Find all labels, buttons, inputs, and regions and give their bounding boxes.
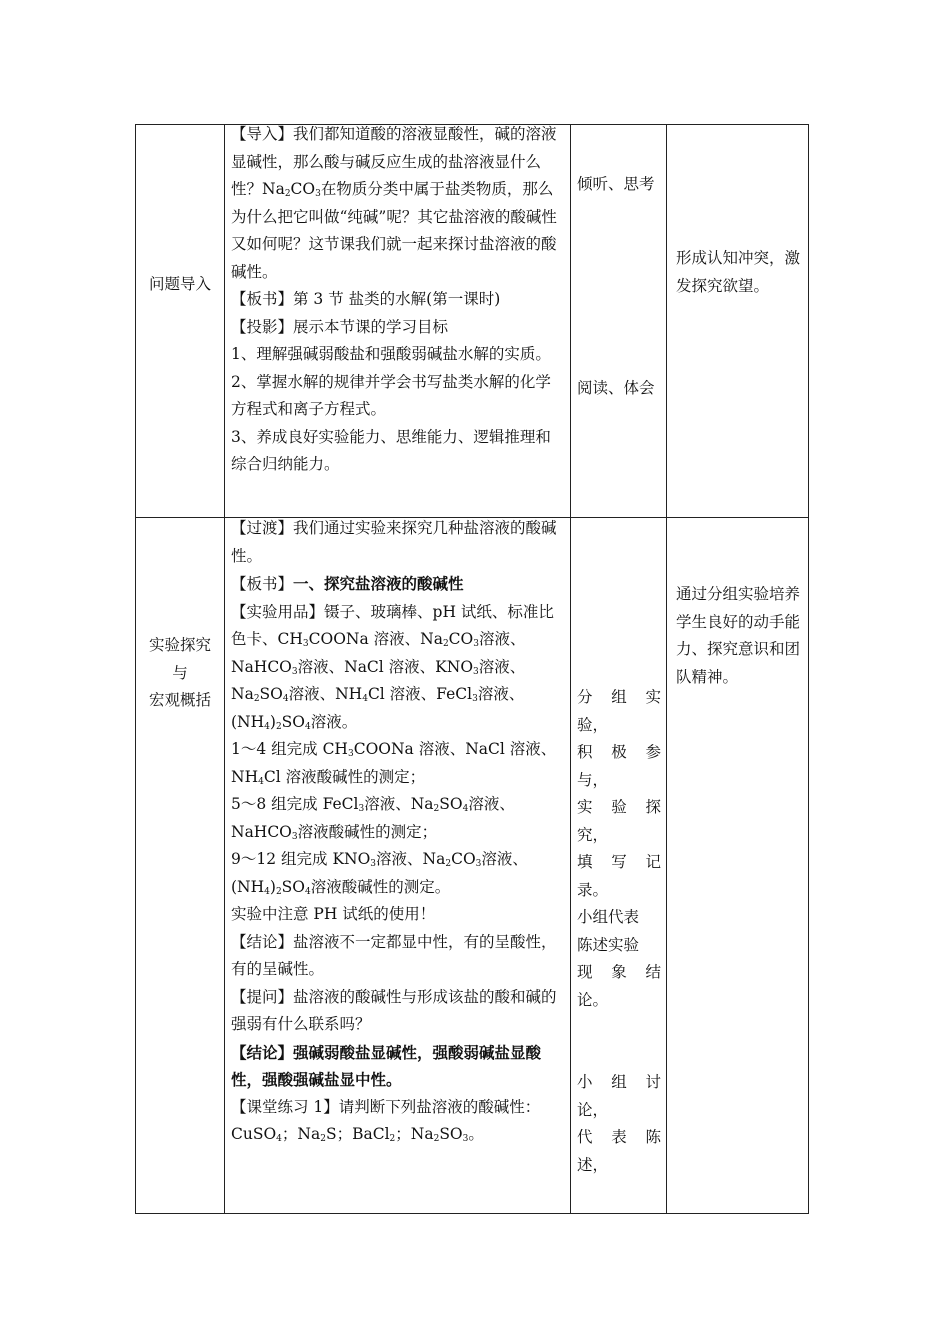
group-2-task: 5～8 组完成 FeCl$_3$溶液、$Na_2SO_4$溶液、NaHCO$_3$溶液酸碱性的测定； <box>231 795 515 842</box>
question-line: 【提问】盐溶液的酸碱性与形成该盐的酸和碱的强弱有什么联系吗？ <box>231 987 557 1033</box>
table-row-experiment <box>136 518 808 1213</box>
student-activity-cell: 分组实 验， 积极参 与， 实验探 究， 填写记 录。 小组代表 陈述实验 现象结 论。 小组讨 论， 代表陈 述， <box>577 688 661 1174</box>
stage-cell: 问题导入 <box>148 275 211 293</box>
conclusion-1: 【结论】盐溶液不一定都显中性，有的呈酸性，有的呈碱性。 <box>231 932 557 978</box>
design-intent-cell: 通过分组实验培养学生良好的动手能力、探究意识和团队精神。 <box>676 585 801 686</box>
goal-2: 2、掌握水解的规律并学会书写盐类水解的化学方程式和离子方程式。 <box>231 372 551 418</box>
lesson-plan-table <box>135 124 809 1214</box>
teacher-activity-cell <box>231 515 564 1149</box>
transition-line: 【过渡】我们通过实验来探究几种盐溶液的酸碱性。 <box>231 519 557 565</box>
exercise-1: 【课堂练习 1】请判断下列盐溶液的酸碱性： <box>231 1097 541 1116</box>
salts-list: CuSO$_4$；$Na_2S$；BaCl$_2$；$Na_2SO_3$。 <box>231 1125 484 1144</box>
supplies-paragraph: 【实验用品】镊子、玻璃棒、pH 试纸、标准比色卡、$CH_3COONa$ 溶液、$Na_2CO_3$溶液、NaHCO$_3$溶液、NaCl 溶液、$KNO_3$溶液、$Na_2SO_4$溶液、$NH_4Cl$ 溶液、FeCl$_3$溶液、$(NH_4)_2SO_4$溶液。 <box>231 602 554 732</box>
board-line: 【板书】第 3 节 盐类的水解(第一课时) <box>231 290 501 308</box>
design-intent-cell: 形成认知冲突，激发探究欲望。 <box>676 249 801 295</box>
group-1-task: 1～4 组完成 $CH_3COONa$ 溶液、NaCl 溶液、$NH_4Cl$ 溶液酸碱性的测定； <box>231 740 557 787</box>
conclusion-2: 【结论】强碱弱酸盐显碱性，强酸弱碱盐显酸性，强酸强碱盐显中性。 <box>231 1042 542 1089</box>
goal-3: 3、养成良好实验能力、思维能力、逻辑推理和综合归纳能力。 <box>231 427 551 473</box>
teacher-activity-cell <box>231 121 564 479</box>
intro-paragraph: 【导入】我们都知道酸的溶液显酸性，碱的溶液显碱性，那么酸与碱反应生成的盐溶液显什么性？$Na_2CO_3$在物质分类中属于盐类物质，那么为什么把它叫做“纯碱”呢？其它盐溶液的酸碱性又如何呢？这节课我们就一起来探讨盐溶液的酸碱性。 <box>231 125 557 281</box>
ph-note: 实验中注意 PH 试纸的使用！ <box>231 905 436 923</box>
projection-line: 【投影】展示本节课的学习目标 <box>231 317 449 336</box>
board-line: 【板书】一、探究盐溶液的酸碱性 <box>231 574 464 593</box>
student-activity-cell <box>577 171 661 397</box>
table-row-problem-intro <box>136 125 808 518</box>
student-read: 阅读、体会 <box>577 379 655 397</box>
stage-cell: 实验探究 与 宏观概括 <box>148 636 211 709</box>
goal-1: 1、理解强碱弱酸盐和强酸弱碱盐水解的实质。 <box>231 345 551 363</box>
group-3-task: 9～12 组完成 $KNO_3$溶液、$Na_2CO_3$溶液、$(NH_4)_2SO_4$溶液酸碱性的测定。 <box>231 850 528 897</box>
student-listen: 倾听、思考 <box>577 175 655 193</box>
